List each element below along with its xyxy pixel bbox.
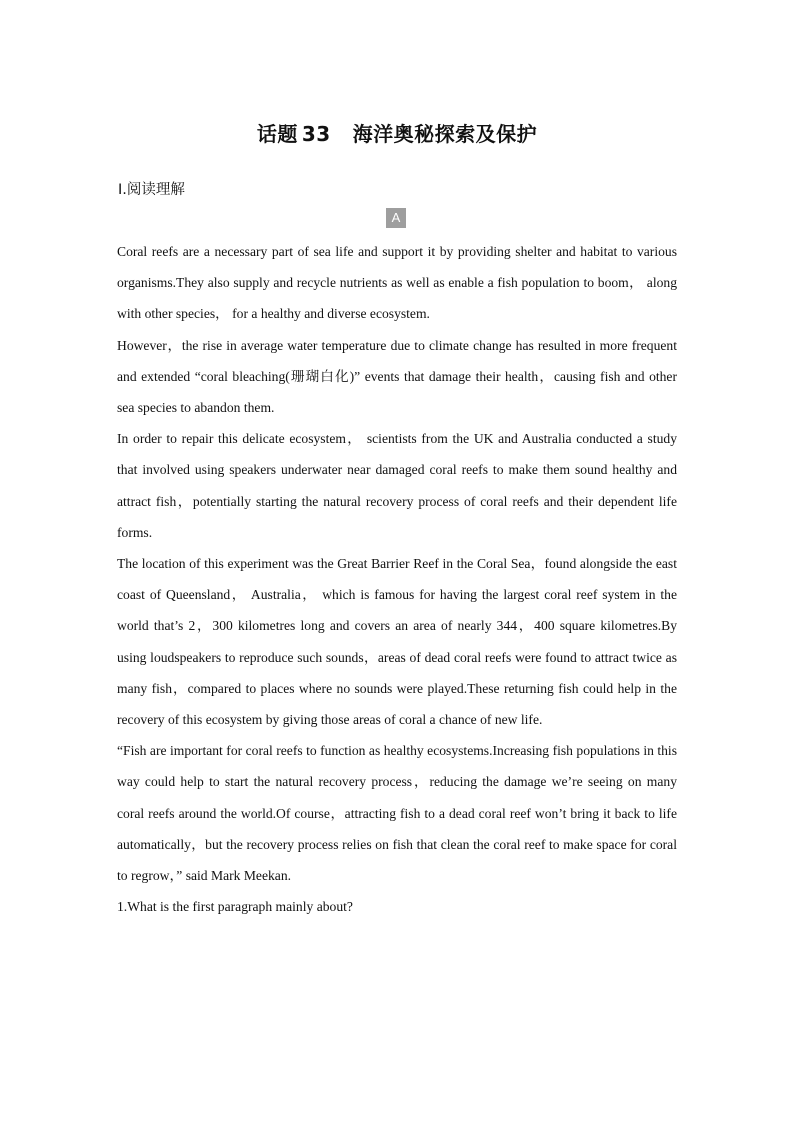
passage-paragraph: Coral reefs are a necessary part of sea life and support it by providing shelter and habitat to various organisms.They also supply and recycle nutrients as well as enable a fish population to boom， along with other species， for a healthy and diverse ecosystem.: [117, 244, 677, 322]
question-text: 1.What is the first paragraph mainly about?: [117, 899, 353, 915]
passage-label-badge: A: [386, 208, 406, 228]
passage-body: [117, 236, 677, 922]
passage-paragraph: In order to repair this delicate ecosystem， scientists from the UK and Australia conducted a study that involved using speakers underwater near damaged coral reefs to make them sound healthy and attract fish，potentially starting the natural recovery process of coral reefs and their dependent life forms.: [117, 431, 677, 540]
title-subject: 海洋奥秘探索及保护: [352, 122, 538, 146]
passage-paragraph: The location of this experiment was the Great Barrier Reef in the Coral Sea，found alongside the east coast of Queensland， Australia， which is famous for having the largest coral reef system in the world that’s 2，300 kilometres long and covers an area of nearly 344，400 square kilometres.By using loudspeakers to reproduce such sounds，areas of dead coral reefs were found to attract twice as many fish，compared to places where no sounds were played.These returning fish could help in the recovery of this ecosystem by giving those areas of coral a chance of new life.: [117, 556, 677, 728]
section-heading: Ⅰ.阅读理解: [118, 182, 185, 198]
passage-paragraph: However，the rise in average water temperature due to climate change has resulted in more frequent and extended “coral bleaching(珊瑚白化)” events that damage their health，causing fish and other sea species to abandon them.: [117, 337, 677, 416]
title-number: 33: [301, 122, 331, 146]
page-title: [0, 118, 794, 147]
passage-paragraph: “Fish are important for coral reefs to function as healthy ecosystems.Increasing fish populations in this way could help to start the natural recovery process，reducing the damage we’re seeing on many coral reefs around the world.Of course，attracting fish to a dead coral reef won’t bring it back to life automatically，but the recovery process relies on fish that clean the coral reef to make space for coral to regrow，” said Mark Meekan.: [117, 743, 677, 884]
title-topic: 话题: [256, 122, 298, 146]
